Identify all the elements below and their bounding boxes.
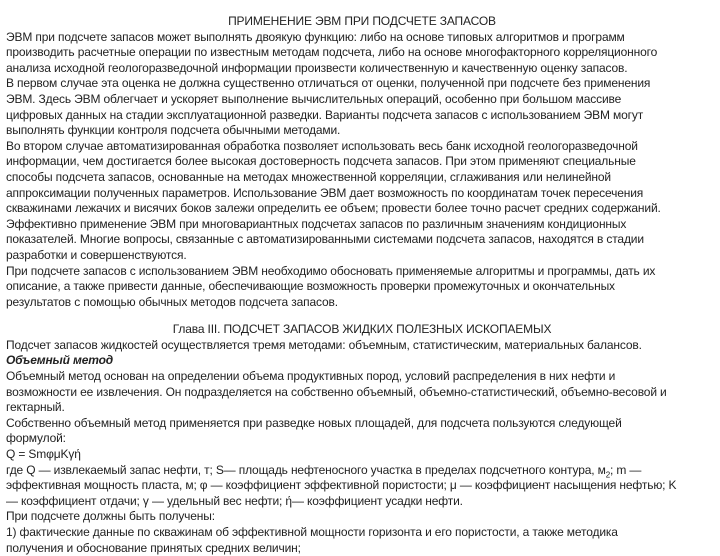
legend-text: ; m — (610, 462, 642, 477)
legend-text: где Q — извлекаемый запас нефти, т; S— площадь нефтеносного участка в пределах подсчетного контура, м (6, 462, 606, 477)
subheading: Объемный метод (6, 353, 114, 368)
text-line: аппроксимации полученных параметров. Использование ЭВМ дает возможность по координатам точек пересечения (6, 185, 644, 200)
formula-legend-line (6, 463, 718, 479)
text-line: анализа исходной геологоразведочной информации произвести количественную и качественную оценку запасов. (6, 60, 628, 75)
text-line: ЭВМ при подсчете запасов может выполнять двоякую функцию: либо на основе типовых алгоритмов и программ (6, 29, 625, 44)
text-line: выполнять функции контроля подсчета обычными методами. (6, 123, 341, 138)
section-requirements (6, 509, 718, 556)
text-line: результатов с помощью обычных методов подсчета запасов. (6, 294, 338, 309)
text-line: Во втором случае автоматизированная обработка позволяет использовать весь банк исходной геологоразведочной (6, 138, 638, 153)
section-computer-use (6, 30, 718, 311)
text-line: Объемный метод основан на определении объема продуктивных пород, условий распределения в них нефти и (6, 369, 616, 384)
text-line: производить расчетные операции по известным методам подсчета, либо на основе многофакторного корреляционного (6, 45, 658, 60)
chapter-intro: Подсчет запасов жидкостей осуществляется тремя методами: объемным, статистическим, материальных балансов. (6, 337, 642, 352)
text-line: возможности ее извлечения. Он подразделяется на собственно объемный, объемно-статистический, объемно-весовой и (6, 384, 667, 399)
text-line: разработки и совершенствуются. (6, 247, 187, 262)
chapter-title: Глава III. ПОДСЧЕТ ЗАПАСОВ ЖИДКИХ ПОЛЕЗНЫХ ИСКОПАЕМЫХ (172, 322, 552, 337)
text-line: При подсчете запасов с использованием ЭВМ необходимо обосновать применяемые алгоритмы и программы, дать их (6, 263, 656, 278)
text-line: способы подсчета запасов, основанные на методах множественной корреляции, сглаживания или нелинейной (6, 169, 611, 184)
formula-legend-line: эффективная мощность пласта, м; φ — коэффициент эффективной пористости; μ — коэффициент насыщения нефтью; K (6, 478, 677, 493)
text-line: скважинами лежачих и висячих боков залежи определить ее объем; провести более точно расчет средних содержаний. (6, 201, 661, 216)
text-line: гектарный. (6, 400, 65, 415)
section-volumetric-method (6, 369, 718, 463)
text-line: 1) фактические данные по скважинам об эффективной мощности горизонта и его пористости, а также методика (6, 525, 618, 539)
text-line: Эффективно применение ЭВМ при многовариантных подсчетах запасов по различным значениям кондиционных (6, 216, 627, 231)
text-line: показателей. Многие вопросы, связанные с автоматизированными системами подсчета запасов, находятся в стадии (6, 232, 644, 247)
document-page (6, 14, 718, 556)
text-line: Собственно объемный метод применяется при разведке новых площадей, для подсчета пользуются следующей (6, 415, 622, 430)
text-line: информации, чем достигается более высокая достоверность подсчета запасов. При этом применяют специальные (6, 154, 636, 169)
text-line: При подсчете должны быть получены: (6, 509, 215, 524)
text-line: формулой: (6, 431, 66, 446)
legend-subscript: 2 (605, 470, 611, 480)
text-line: получения и обоснование принятых средних величин; (6, 540, 301, 555)
text-line: описание, а также привести данные, обеспечивающие возможность проверки промежуточных и окончательных (6, 279, 615, 294)
text-line: цифровых данных на стадии эксплуатационной разведки. Варианты подсчета запасов с использованием ЭВМ могут (6, 107, 644, 122)
text-line: ЭВМ. Здесь ЭВМ облегчает и ускоряет выполнение вычислительных операций, особенно при большом массиве (6, 91, 622, 106)
text-line: В первом случае эта оценка не должна существенно отличаться от оценки, полученной при подсчете без применения (6, 76, 651, 91)
document-title: ПРИМЕНЕНИЕ ЭВМ ПРИ ПОДСЧЕТЕ ЗАПАСОВ (228, 14, 496, 28)
text-line: Q = SmφμKγή (6, 447, 81, 462)
formula-legend-line: — коэффициент отдачи; γ — удельный вес нефти; ή— коэффициент усадки нефти. (6, 493, 463, 508)
spacer (6, 310, 718, 322)
